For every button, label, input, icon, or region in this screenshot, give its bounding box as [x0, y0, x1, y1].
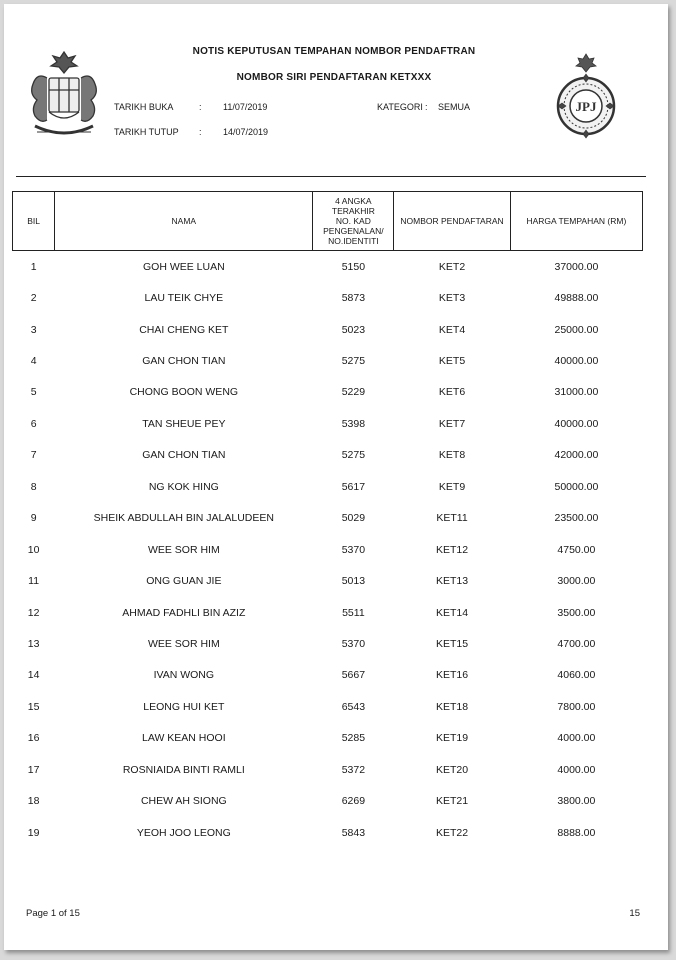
tarikh-buka-separator: : — [199, 102, 202, 112]
table-row — [13, 660, 643, 691]
cell-nama: SHEIK ABDULLAH BIN JALALUDEEN — [93, 512, 274, 525]
cell-nama: GOH WEE LUAN — [142, 260, 225, 273]
cell-nombor-pendaftaran: KET11 — [436, 512, 468, 525]
table-row — [13, 628, 643, 659]
cell-nombor-pendaftaran: KET3 — [438, 292, 466, 305]
table-row — [13, 723, 643, 754]
tarikh-tutup-separator: : — [199, 127, 202, 137]
header-nama: NAMA — [55, 192, 313, 251]
page-number: 15 — [629, 908, 640, 919]
header-ic-line4: NO.IDENTITI — [328, 236, 379, 246]
cell-bil: 3 — [30, 323, 37, 336]
cell-ic-last4: 5013 — [341, 575, 366, 588]
cell-harga-tempahan: 4060.00 — [557, 669, 596, 682]
cell-bil: 6 — [30, 417, 37, 430]
cell-harga-tempahan: 4700.00 — [557, 637, 596, 650]
document-title: NOTIS KEPUTUSAN TEMPAHAN NOMBOR PENDAFTRAN — [192, 46, 476, 57]
page-indicator: Page 1 of 15 — [26, 908, 80, 919]
cell-ic-last4: 5372 — [341, 763, 366, 776]
cell-bil: 1 — [30, 260, 37, 273]
tarikh-buka-value: 11/07/2019 — [223, 102, 268, 112]
cell-ic-last4: 5511 — [342, 606, 365, 619]
table-row — [13, 817, 643, 848]
cell-ic-last4: 5370 — [341, 543, 366, 556]
cell-harga-tempahan: 8888.00 — [557, 826, 596, 839]
cell-ic-last4: 5275 — [341, 449, 366, 462]
cell-harga-tempahan: 49888.00 — [554, 292, 599, 305]
cell-ic-last4: 5275 — [341, 355, 366, 368]
cell-nombor-pendaftaran: KET9 — [438, 480, 466, 493]
cell-nama: TAN SHEUE PEY — [142, 417, 226, 430]
cell-nama: ONG GUAN JIE — [146, 575, 222, 588]
cell-bil: 12 — [27, 606, 40, 619]
cell-nama: IVAN WONG — [153, 669, 215, 682]
cell-bil: 17 — [27, 763, 40, 776]
cell-nombor-pendaftaran: KET15 — [435, 637, 469, 650]
cell-nombor-pendaftaran: KET21 — [435, 795, 469, 808]
cell-bil: 2 — [30, 292, 37, 305]
table-row — [13, 314, 643, 345]
cell-harga-tempahan: 3500.00 — [557, 606, 596, 619]
cell-nombor-pendaftaran: KET4 — [438, 323, 466, 336]
cell-nama: NG KOK HING — [148, 480, 219, 493]
cell-harga-tempahan: 40000.00 — [554, 417, 599, 430]
table-row — [13, 408, 643, 439]
cell-harga-tempahan: 31000.00 — [554, 386, 599, 399]
cell-nama: CHONG BOON WENG — [129, 386, 239, 399]
cell-nama: LAU TEIK CHYE — [144, 292, 224, 305]
cell-ic-last4: 5843 — [341, 826, 366, 839]
cell-nama: LAW KEAN HOOI — [142, 732, 226, 745]
header-harga: HARGA TEMPAHAN (RM) — [510, 192, 642, 251]
table-row — [13, 251, 643, 283]
cell-harga-tempahan: 37000.00 — [554, 260, 599, 273]
table-row — [13, 377, 643, 408]
cell-nombor-pendaftaran: KET2 — [438, 260, 466, 273]
cell-bil: 5 — [30, 386, 37, 399]
cell-nama: WEE SOR HIM — [147, 637, 220, 650]
tarikh-tutup-value: 14/07/2019 — [223, 127, 269, 137]
cell-bil: 4 — [30, 355, 37, 368]
cell-nombor-pendaftaran: KET16 — [435, 669, 469, 682]
cell-harga-tempahan: 42000.00 — [554, 449, 599, 462]
cell-nombor-pendaftaran: KET12 — [435, 543, 469, 556]
cell-ic-last4: 5617 — [341, 480, 366, 493]
cell-nama: LEONG HUI KET — [143, 700, 225, 713]
cell-nama: WEE SOR HIM — [147, 543, 220, 556]
cell-harga-tempahan: 4000.00 — [557, 763, 596, 776]
table-row — [13, 503, 643, 534]
header-nombor: NOMBOR PENDAFTARAN — [394, 192, 510, 251]
header-ic-line2: NO. KAD — [335, 216, 371, 226]
cell-ic-last4: 5229 — [341, 386, 366, 399]
registration-table — [12, 191, 643, 848]
table-row — [13, 282, 643, 313]
table-body — [13, 251, 643, 849]
cell-harga-tempahan: 25000.00 — [554, 323, 599, 336]
cell-nombor-pendaftaran: KET14 — [435, 606, 469, 619]
header-ic-line1: 4 ANGKA TERAKHIR — [331, 196, 375, 216]
cell-ic-last4: 5029 — [341, 512, 366, 525]
cell-nombor-pendaftaran: KET18 — [435, 700, 469, 713]
cell-ic-last4: 5873 — [341, 292, 366, 305]
cell-harga-tempahan: 23500.00 — [554, 512, 599, 525]
cell-bil: 8 — [30, 480, 37, 493]
kategori-value: SEMUA — [438, 102, 471, 112]
cell-nombor-pendaftaran: KET5 — [438, 355, 466, 368]
cell-nama: ROSNIAIDA BINTI RAMLI — [122, 763, 245, 776]
cell-bil: 10 — [27, 543, 40, 556]
cell-nombor-pendaftaran: KET7 — [438, 417, 466, 430]
header-divider — [16, 176, 646, 177]
cell-nombor-pendaftaran: KET13 — [435, 575, 469, 588]
table-row — [13, 597, 643, 628]
cell-nama: AHMAD FADHLI BIN AZIZ — [122, 606, 246, 619]
kategori-separator: : — [425, 102, 428, 112]
cell-ic-last4: 5023 — [341, 323, 366, 336]
header-ic — [313, 192, 394, 251]
cell-bil: 16 — [27, 732, 40, 745]
cell-nombor-pendaftaran: KET19 — [435, 732, 469, 745]
cell-harga-tempahan: 4750.00 — [557, 543, 596, 556]
header-bil: BIL — [13, 192, 55, 251]
cell-harga-tempahan: 7800.00 — [557, 700, 596, 713]
header-ic-line3: PENGENALAN/ — [323, 226, 384, 236]
cell-bil: 15 — [27, 700, 40, 713]
cell-harga-tempahan: 3000.00 — [557, 575, 596, 588]
cell-ic-last4: 5667 — [341, 669, 366, 682]
table-row — [13, 440, 643, 471]
cell-nombor-pendaftaran: KET8 — [438, 449, 466, 462]
table-row — [13, 534, 643, 565]
table-row — [13, 471, 643, 502]
cell-bil: 18 — [27, 795, 40, 808]
table-row — [13, 565, 643, 596]
cell-nombor-pendaftaran: KET22 — [435, 826, 469, 839]
cell-bil: 14 — [27, 669, 40, 682]
cell-bil: 19 — [27, 826, 40, 839]
kategori-label: KATEGORI — [377, 102, 423, 112]
cell-harga-tempahan: 3800.00 — [557, 795, 596, 808]
tarikh-buka-label: TARIKH BUKA — [114, 102, 174, 112]
tarikh-tutup-label: TARIKH TUTUP — [114, 127, 179, 137]
cell-bil: 13 — [27, 637, 40, 650]
table-row — [13, 691, 643, 722]
cell-nama: YEOH JOO LEONG — [136, 826, 231, 839]
cell-ic-last4: 5285 — [341, 732, 366, 745]
cell-bil: 7 — [30, 449, 37, 462]
table-row — [13, 345, 643, 376]
cell-ic-last4: 5150 — [341, 260, 366, 273]
cell-nama: GAN CHON TIAN — [142, 449, 226, 462]
cell-ic-last4: 5370 — [341, 637, 366, 650]
cell-harga-tempahan: 50000.00 — [554, 480, 599, 493]
cell-nama: CHEW AH SIONG — [140, 795, 227, 808]
cell-nombor-pendaftaran: KET6 — [438, 386, 466, 399]
cell-nama: GAN CHON TIAN — [142, 355, 226, 368]
jpj-emblem-logo — [554, 50, 618, 146]
cell-ic-last4: 5398 — [341, 417, 366, 430]
cell-ic-last4: 6543 — [341, 700, 366, 713]
table-row — [13, 785, 643, 816]
jpj-emblem-text: JPJ — [575, 99, 597, 114]
cell-nombor-pendaftaran: KET20 — [435, 763, 469, 776]
document-subtitle: NOMBOR SIRI PENDAFTARAN KETXXX — [236, 72, 432, 83]
cell-nama: CHAI CHENG KET — [139, 323, 229, 336]
cell-harga-tempahan: 4000.00 — [557, 732, 596, 745]
cell-bil: 11 — [28, 575, 40, 588]
coat-of-arms-logo — [27, 48, 101, 140]
table-header-row — [13, 192, 643, 251]
table-row — [13, 754, 643, 785]
cell-ic-last4: 6269 — [341, 795, 366, 808]
cell-bil: 9 — [30, 512, 37, 525]
cell-harga-tempahan: 40000.00 — [554, 355, 599, 368]
